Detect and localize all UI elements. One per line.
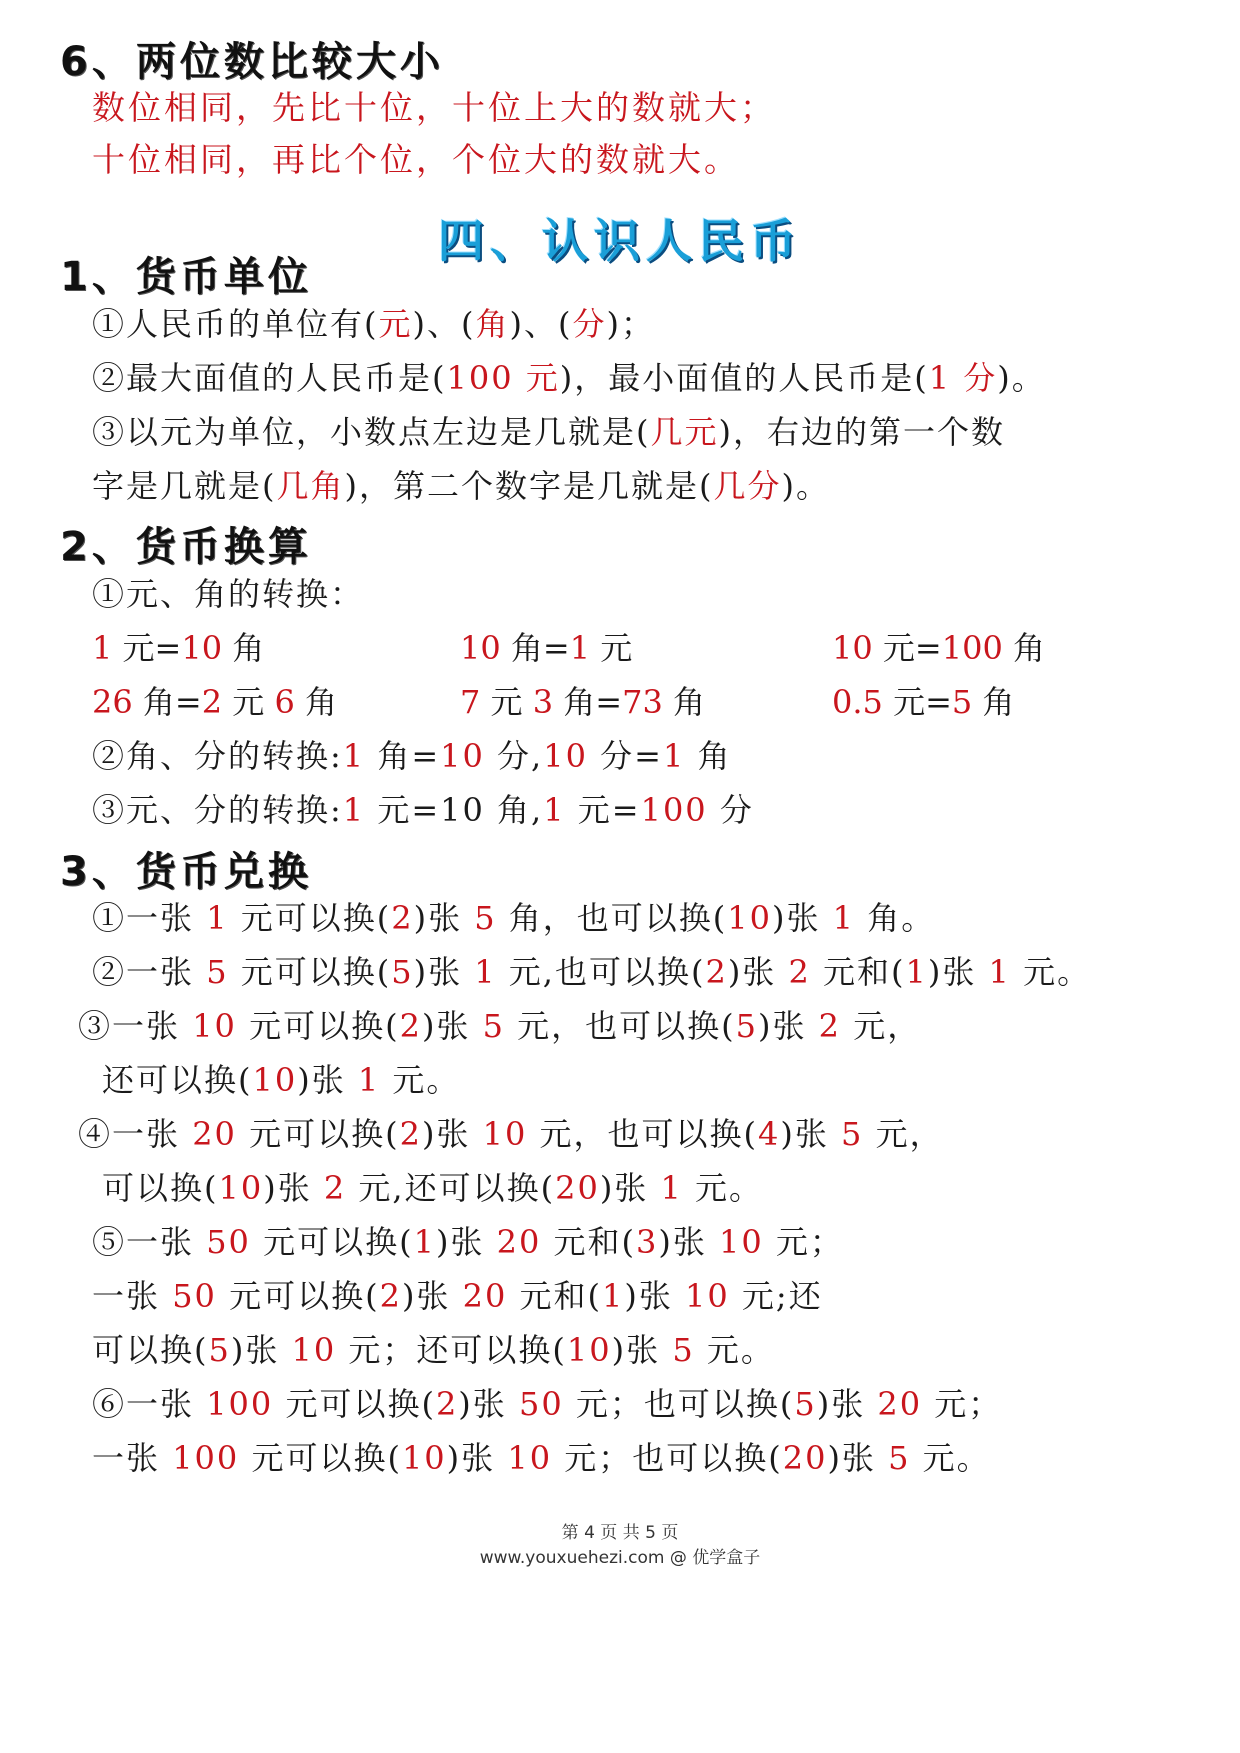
s3-line11: [92, 1438, 991, 1478]
text-segment: )，右边的第一个数: [718, 413, 1006, 451]
answer-text: 1: [543, 791, 566, 829]
answer-text: 2: [399, 1007, 422, 1045]
text-segment: )张: [458, 1385, 519, 1423]
text-segment: )；: [606, 305, 656, 343]
text-segment: 元=10 角,: [365, 791, 544, 829]
answer-text: 20: [192, 1115, 237, 1153]
text-segment: 角。: [855, 899, 936, 937]
text-segment: 分,: [484, 737, 544, 775]
text-segment: 元可以换(: [236, 1007, 400, 1045]
text-segment: 元，也可以换(: [504, 1007, 736, 1045]
answer-text: 5: [672, 1331, 695, 1369]
answer-text: 1: [357, 1061, 381, 1099]
s2-row1-cell2: [460, 628, 632, 668]
s3-line1: [92, 898, 935, 938]
page-number: 第 4 页 共 5 页: [561, 1523, 679, 1543]
text-segment: )张: [297, 1061, 358, 1099]
text-segment: 角: [1002, 629, 1045, 667]
answer-text: 26: [92, 683, 133, 721]
text-segment: )张: [816, 1385, 878, 1423]
site-watermark: www.youxuehezi.com @ 优学盒子: [479, 1548, 761, 1568]
text-segment: 元可以换(: [216, 1277, 380, 1315]
text-segment: 元，: [841, 1007, 922, 1045]
s3-line8: [92, 1276, 823, 1316]
s3-line7: [92, 1222, 844, 1262]
answer-text: 2: [818, 1007, 842, 1045]
text-segment: 元；也可以换(: [552, 1439, 783, 1477]
text-segment: 角: [662, 683, 705, 721]
text-segment: )张: [413, 899, 475, 937]
s2-line3: [92, 790, 754, 830]
answer-text: 100 元: [446, 359, 560, 397]
text-segment: ⑥一张: [92, 1385, 207, 1423]
text-segment: ①人民币的单位有(: [92, 305, 379, 343]
text-segment: 还可以换(: [102, 1061, 253, 1099]
answer-text: 1: [569, 629, 591, 667]
s2-row2-cell3: [832, 682, 1014, 722]
text-segment: 角: [685, 737, 732, 775]
text-segment: 元。: [1010, 953, 1092, 991]
text-segment: 角=: [132, 683, 202, 721]
text-segment: 元。: [694, 1331, 775, 1369]
text-segment: ②最大面值的人民币是(: [92, 359, 447, 397]
answer-text: 1: [662, 737, 686, 775]
s2-row1-cell3: [832, 628, 1045, 668]
text-segment: 元可以换(: [273, 1385, 436, 1423]
text-segment: 元可以换(: [250, 1223, 414, 1261]
text-segment: 元，也可以换(: [527, 1115, 758, 1153]
answer-text: 1: [342, 791, 366, 829]
answer-text: 5: [951, 683, 973, 721]
text-segment: )张: [401, 1277, 463, 1315]
answer-text: 10: [507, 1439, 553, 1477]
text-segment: 元可以换(: [228, 953, 392, 991]
text-segment: )张: [413, 953, 475, 991]
answer-text: 几分: [713, 467, 782, 505]
text-segment: 角=: [365, 737, 441, 775]
s3-line4: [102, 1060, 460, 1100]
answer-text: 10: [727, 899, 772, 937]
answer-text: 2: [435, 1385, 459, 1423]
text-segment: 可以换(: [102, 1169, 219, 1207]
text-segment: 元: [480, 683, 533, 721]
answer-text: 5: [888, 1439, 911, 1477]
text-segment: )张: [421, 1007, 483, 1045]
answer-text: 100: [206, 1385, 274, 1423]
text-segment: 元；也可以换(: [563, 1385, 795, 1423]
s3-line6: [102, 1168, 763, 1208]
text-segment: )张: [446, 1439, 508, 1477]
answer-text: 1: [413, 1223, 436, 1261]
answer-text: 50: [518, 1385, 564, 1423]
answer-text: 2: [705, 953, 728, 991]
s1-title: 1、货币单位: [60, 254, 312, 300]
answer-text: 5: [482, 1007, 505, 1045]
text-segment: 角: [294, 683, 337, 721]
answer-text: 10: [192, 1007, 237, 1045]
answer-text: 10: [291, 1331, 337, 1369]
answer-text: 5: [794, 1385, 817, 1423]
s2-sub1: ①元、角的转换：: [92, 575, 365, 613]
text-segment: )张: [624, 1277, 686, 1315]
answer-text: 2: [323, 1169, 347, 1207]
text-segment: 元。: [682, 1169, 764, 1207]
answer-text: 5: [735, 1007, 758, 1045]
answer-text: 1: [832, 899, 856, 937]
answer-text: 20: [877, 1385, 923, 1423]
text-segment: )，最小面值的人民币是(: [559, 359, 929, 397]
text-segment: 元，: [863, 1115, 944, 1153]
answer-text: 5: [391, 953, 414, 991]
s2-row2-cell1: [92, 682, 337, 722]
answer-text: 0.5: [832, 683, 883, 721]
answer-text: 几元: [650, 413, 719, 451]
text-segment: 分: [707, 791, 754, 829]
text-segment: )张: [658, 1223, 720, 1261]
answer-text: 元: [378, 305, 413, 343]
answer-text: 5: [206, 953, 229, 991]
answer-text: 20: [782, 1439, 828, 1477]
text-segment: 元；: [922, 1385, 1003, 1423]
answer-text: 6: [274, 683, 295, 721]
text-segment: )张: [611, 1331, 673, 1369]
text-segment: 元可以换(: [228, 899, 392, 937]
text-segment: ③以元为单位，小数点左边是几就是(: [92, 413, 651, 451]
text-segment: 角: [222, 629, 265, 667]
section6-rule2: 十位相同，再比个位，个位大的数就大。: [92, 140, 740, 179]
text-segment: 角=: [500, 629, 570, 667]
answer-text: 7: [460, 683, 481, 721]
text-segment: 分=: [587, 737, 663, 775]
answer-text: 1: [474, 953, 497, 991]
answer-text: 10: [566, 1331, 612, 1369]
answer-text: 100: [640, 791, 708, 829]
answer-text: 1: [342, 737, 366, 775]
text-segment: ①一张: [92, 899, 207, 937]
text-segment: 元可以换(: [236, 1115, 400, 1153]
s3-line2: [92, 952, 1091, 992]
answer-text: 50: [206, 1223, 251, 1261]
text-segment: 元=: [112, 629, 182, 667]
text-segment: )、(: [509, 305, 573, 343]
text-segment: 元和(: [541, 1223, 636, 1261]
text-segment: 元,还可以换(: [346, 1169, 556, 1207]
text-segment: )张: [780, 1115, 842, 1153]
answer-text: 1: [92, 629, 113, 667]
answer-text: 2: [201, 683, 223, 721]
text-segment: 元；: [763, 1223, 844, 1261]
text-segment: 元和(: [507, 1277, 602, 1315]
answer-text: 20: [496, 1223, 542, 1261]
s3-line5: [78, 1114, 944, 1154]
text-segment: )张: [263, 1169, 324, 1207]
text-segment: 元和(: [810, 953, 906, 991]
text-segment: )、(: [412, 305, 476, 343]
section6-title: 6、两位数比较大小: [60, 39, 444, 85]
answer-text: 1: [206, 899, 229, 937]
text-segment: )张: [772, 899, 833, 937]
text-segment: 元=: [872, 629, 942, 667]
answer-text: 5: [841, 1115, 864, 1153]
answer-text: 2: [788, 953, 811, 991]
text-segment: )张: [230, 1331, 292, 1369]
text-segment: )张: [927, 953, 989, 991]
text-segment: 元；还可以换(: [336, 1331, 567, 1369]
text-segment: )张: [435, 1223, 497, 1261]
s1-line3: [92, 412, 1005, 452]
answer-text: 10: [401, 1439, 447, 1477]
answer-text: 1: [660, 1169, 683, 1207]
text-segment: )张: [827, 1439, 889, 1477]
s2-line2: [92, 736, 732, 776]
text-segment: 字是几就是(: [92, 467, 277, 505]
text-segment: ③一张: [78, 1007, 193, 1045]
text-segment: )。: [997, 359, 1046, 397]
answer-text: 2: [399, 1115, 422, 1153]
text-segment: 元。: [380, 1061, 461, 1099]
answer-text: 10: [832, 629, 873, 667]
answer-text: 73: [622, 683, 663, 721]
text-segment: )张: [599, 1169, 661, 1207]
s3-line10: [92, 1384, 1002, 1424]
s3-line9: [92, 1330, 775, 1370]
answer-text: 5: [474, 899, 497, 937]
text-segment: 元=: [565, 791, 641, 829]
text-segment: 一张: [92, 1277, 173, 1315]
text-segment: 元: [222, 683, 275, 721]
answer-text: 10: [181, 629, 223, 667]
answer-text: 1 分: [928, 359, 998, 397]
s2-row2-cell2: [460, 682, 705, 722]
answer-text: 10: [719, 1223, 764, 1261]
answer-text: 几角: [276, 467, 345, 505]
text-segment: 角，也可以换(: [496, 899, 728, 937]
text-segment: )张: [727, 953, 789, 991]
chapter-title: 四、认识人民币: [438, 214, 802, 268]
s1-line1: [92, 304, 655, 344]
answer-text: 10: [685, 1277, 730, 1315]
s2-row1-cell1: [92, 628, 264, 668]
text-segment: 元;还: [729, 1277, 823, 1315]
answer-text: 角: [475, 305, 510, 343]
text-segment: ②角、分的转换:: [92, 737, 343, 775]
answer-text: 100: [172, 1439, 240, 1477]
answer-text: 50: [172, 1277, 217, 1315]
text-segment: 一张: [92, 1439, 173, 1477]
text-segment: 元,也可以换(: [496, 953, 706, 991]
text-segment: )。: [781, 467, 831, 505]
text-segment: ②一张: [92, 953, 207, 991]
answer-text: 2: [379, 1277, 402, 1315]
answer-text: 10: [440, 737, 485, 775]
answer-text: 3: [532, 683, 554, 721]
text-segment: 角: [972, 683, 1015, 721]
text-segment: 元。: [910, 1439, 991, 1477]
text-segment: )，第二个数字是几就是(: [344, 467, 714, 505]
text-segment: )张: [421, 1115, 483, 1153]
answer-text: 3: [636, 1223, 659, 1261]
answer-text: 1: [988, 953, 1011, 991]
text-segment: ⑤一张: [92, 1223, 207, 1261]
answer-text: 10: [252, 1061, 298, 1099]
answer-text: 1: [905, 953, 928, 991]
text-segment: )张: [758, 1007, 819, 1045]
text-segment: ④一张: [78, 1115, 193, 1153]
answer-text: 10: [218, 1169, 264, 1207]
text-segment: 元: [590, 629, 633, 667]
s3-line3: [78, 1006, 921, 1046]
answer-text: 1: [602, 1277, 625, 1315]
answer-text: 4: [758, 1115, 781, 1153]
answer-text: 20: [462, 1277, 508, 1315]
answer-text: 20: [555, 1169, 600, 1207]
answer-text: 2: [391, 899, 414, 937]
s1-line4: [92, 466, 830, 506]
text-segment: ③元、分的转换:: [92, 791, 343, 829]
s2-title: 2、货币换算: [60, 524, 312, 570]
answer-text: 5: [208, 1331, 231, 1369]
answer-text: 10: [460, 629, 501, 667]
answer-text: 10: [543, 737, 588, 775]
section6-rule1: 数位相同，先比十位，十位上大的数就大；: [92, 88, 776, 127]
s1-line2: [92, 358, 1046, 398]
answer-text: 分: [572, 305, 607, 343]
text-segment: 元可以换(: [239, 1439, 402, 1477]
text-segment: 角=: [553, 683, 623, 721]
s3-title: 3、货币兑换: [60, 849, 312, 895]
text-segment: 可以换(: [92, 1331, 209, 1369]
answer-text: 10: [482, 1115, 528, 1153]
answer-text: 100: [941, 629, 1003, 667]
text-segment: 元=: [882, 683, 952, 721]
